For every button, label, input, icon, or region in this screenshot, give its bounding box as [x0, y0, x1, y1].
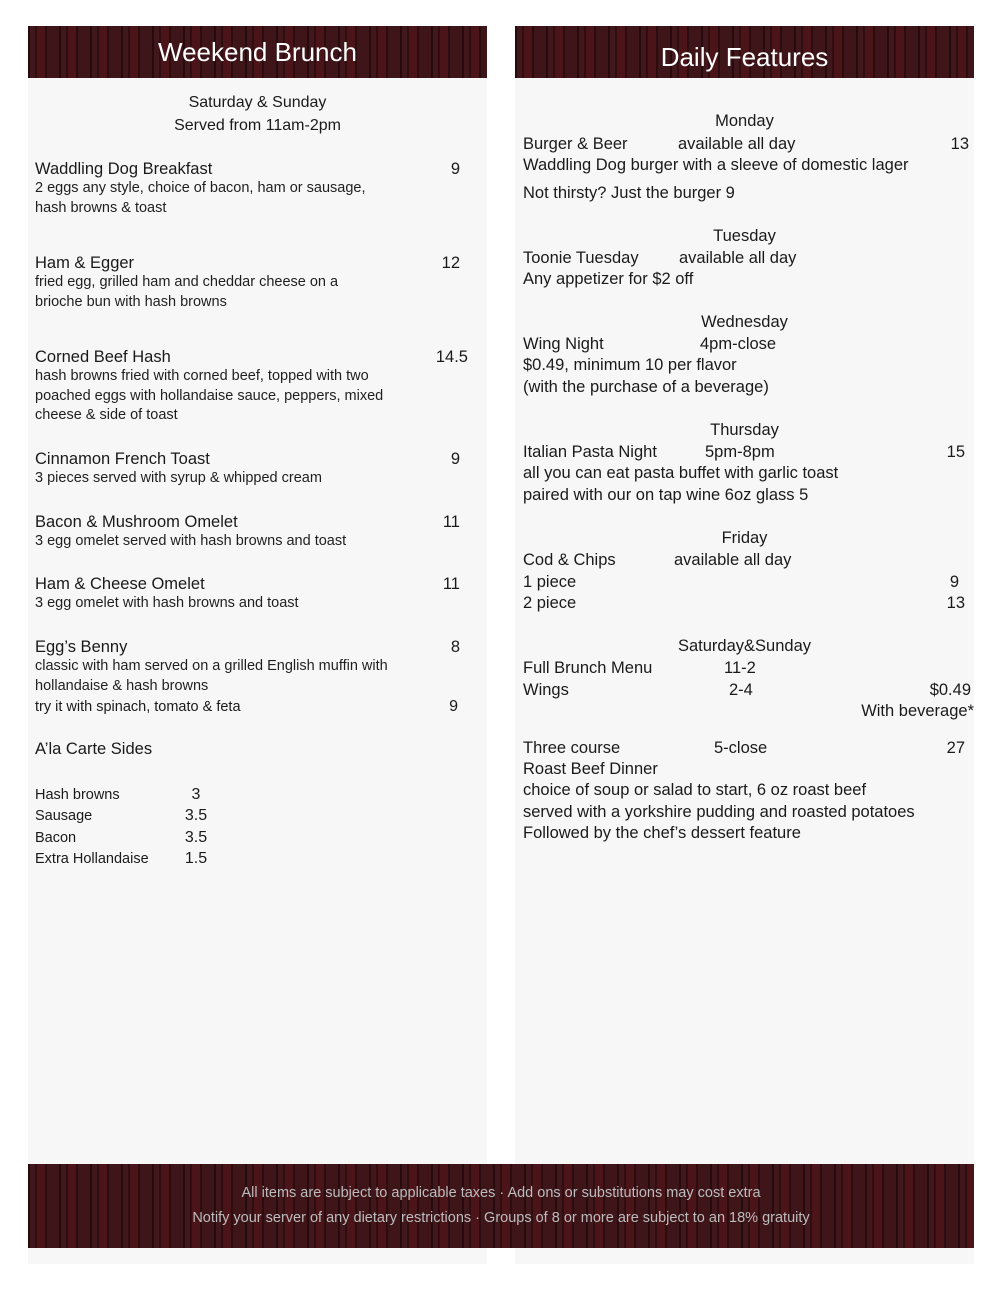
menu-item-cinnamon-french-toast: [35, 449, 460, 489]
item-price: 12: [441, 254, 460, 272]
day-weekend: Saturday&Sunday: [677, 637, 811, 655]
feature-desc: [523, 463, 838, 506]
side-price: 3.5: [184, 807, 208, 825]
footer-line-taxes: All items are subject to applicable taxes · Add ons or substitutions may cost extra: [241, 1185, 761, 1201]
item-desc-line: poached eggs with hollandaise sauce, peppers, mixed: [35, 387, 384, 404]
feature-name: Wing Night: [523, 335, 604, 353]
item-name: Ham & Cheese Omelet: [35, 575, 205, 593]
option-price: 9: [949, 573, 959, 591]
feature-name: Cod & Chips: [523, 551, 616, 569]
item-name: Cinnamon French Toast: [35, 450, 210, 468]
item-name: Corned Beef Hash: [35, 348, 171, 366]
side-name: Bacon: [35, 829, 77, 846]
menu-footer: [28, 1164, 974, 1248]
side-price: 3.5: [184, 828, 208, 846]
item-desc-line: 3 egg omelet served with hash browns and toast: [35, 533, 347, 549]
day-monday: Monday: [715, 112, 774, 130]
feature-name: Three course: [523, 739, 621, 757]
day-wednesday: Wednesday: [701, 313, 788, 331]
feature-desc-line: Waddling Dog burger with a sleeve of domestic lager: [523, 156, 909, 174]
feature-note-line: Not thirsty? Just the burger 9: [523, 184, 735, 202]
side-row: [35, 849, 235, 871]
feature-time: 4pm-close: [700, 335, 777, 353]
footer-line-gratuity: Notify your server of any dietary restrictions · Groups of 8 or more are subject to an 18% gratuity: [192, 1210, 810, 1226]
item-desc-line: fried egg, grilled ham and cheddar cheese on a: [35, 274, 339, 290]
menu-item-corned-beef-hash: [35, 347, 468, 426]
feature-time: available all day: [679, 249, 797, 267]
item-name: Egg’s Benny: [35, 638, 128, 656]
side-price: 3: [191, 785, 201, 803]
brunch-days: Saturday & Sunday: [188, 94, 327, 111]
feature-note: With beverage*: [861, 702, 974, 720]
item-desc-line: 3 pieces served with syrup & whipped cream: [35, 470, 322, 486]
menu-item-bacon-mushroom-omelet: [35, 512, 460, 552]
item-name: Bacon & Mushroom Omelet: [35, 513, 238, 531]
feature-price: $0.49: [929, 681, 971, 699]
side-name: Extra Hollandaise: [35, 851, 149, 868]
item-desc-line: 2 eggs any style, choice of bacon, ham or sausage,: [35, 180, 366, 196]
feature-desc: [523, 155, 909, 177]
feature-name: Full Brunch Menu: [523, 659, 653, 677]
feature-desc-line: paired with our on tap wine 6oz glass 5: [523, 485, 809, 504]
option-label: 2 piece: [523, 594, 577, 612]
menu-item-eggs-benny: [35, 637, 460, 717]
feature-price: 27: [946, 739, 965, 757]
day-tuesday: Tuesday: [713, 227, 776, 245]
feature-desc-line: all you can eat pasta buffet with garlic toast: [523, 464, 839, 482]
feature-time: 11-2: [724, 659, 756, 677]
item-desc-line: cheese & side of toast: [35, 407, 178, 423]
feature-desc-line: Any appetizer for $2 off: [523, 270, 694, 288]
item-name: Ham & Egger: [35, 254, 135, 272]
feature-desc-line: (with the purchase of a beverage): [523, 377, 769, 396]
weekend-brunch-panel: [28, 26, 487, 1264]
option-price: 13: [946, 594, 965, 612]
side-name: Hash browns: [35, 786, 120, 803]
item-name: Waddling Dog Breakfast: [35, 160, 213, 178]
day-thursday: Thursday: [710, 421, 779, 439]
feature-desc: [523, 355, 769, 398]
side-price: 1.5: [184, 850, 208, 868]
item-desc-line: brioche bun with hash browns: [35, 293, 227, 310]
item-desc-line: 3 egg omelet with hash browns and toast: [35, 595, 299, 611]
feature-name: Italian Pasta Night: [523, 443, 657, 461]
item-desc-line: hash browns fried with corned beef, topped with two: [35, 368, 369, 384]
feature-desc: [523, 269, 693, 291]
feature-desc-line: Followed by the chef’s dessert feature: [523, 824, 801, 842]
feature-name: Wings: [523, 681, 569, 699]
option-label: 1 piece: [523, 573, 577, 591]
feature-time: available all day: [674, 551, 792, 569]
menu-item-waddling-dog-breakfast: [35, 159, 460, 218]
feature-price: 13: [950, 135, 969, 153]
brunch-hours: Served from 11am-2pm: [174, 117, 341, 134]
feature-price: 15: [946, 443, 965, 461]
feature-time: 5pm-8pm: [705, 443, 775, 461]
item-price: 9: [450, 160, 460, 178]
side-row: [35, 784, 235, 806]
menu-item-ham-egger: [35, 253, 460, 312]
item-price: 8: [450, 638, 460, 656]
feature-name: Roast Beef Dinner: [523, 760, 658, 778]
feature-desc-line: choice of soup or salad to start, 6 oz roast beef: [523, 781, 867, 799]
feature-desc-line: served with a yorkshire pudding and roasted potatoes: [523, 802, 915, 821]
feature-desc-line: $0.49, minimum 10 per flavor: [523, 356, 737, 374]
feature-note: [523, 183, 735, 205]
sides-list: [35, 784, 235, 870]
item-price: 11: [442, 513, 460, 531]
item-price: 11: [442, 575, 460, 593]
side-row: [35, 827, 235, 849]
side-name: Sausage: [35, 808, 93, 825]
item-price: 14.5: [435, 348, 468, 366]
feature-name: Burger & Beer: [523, 135, 628, 153]
menu-item-ham-cheese-omelet: [35, 574, 460, 614]
daily-features-panel: [515, 26, 974, 1264]
feature-time: 5-close: [714, 739, 768, 757]
item-price: 9: [450, 450, 460, 468]
item-desc-line: hash browns & toast: [35, 199, 167, 216]
item-desc-line: classic with ham served on a grilled English muffin with: [35, 658, 388, 674]
daily-features-header: Daily Features: [515, 26, 974, 78]
item-addon-price: 9: [449, 698, 458, 715]
side-row: [35, 806, 235, 828]
feature-name: Toonie Tuesday: [523, 249, 639, 267]
feature-time: 2-4: [729, 681, 753, 699]
feature-desc: [523, 780, 915, 845]
feature-time: available all day: [678, 135, 796, 153]
item-desc-line: hollandaise & hash browns: [35, 677, 209, 694]
day-friday: Friday: [721, 529, 768, 547]
weekend-brunch-header: Weekend Brunch: [28, 26, 487, 78]
sides-title: A’la Carte Sides: [35, 740, 153, 758]
item-addon: try it with spinach, tomato & feta: [35, 699, 241, 715]
